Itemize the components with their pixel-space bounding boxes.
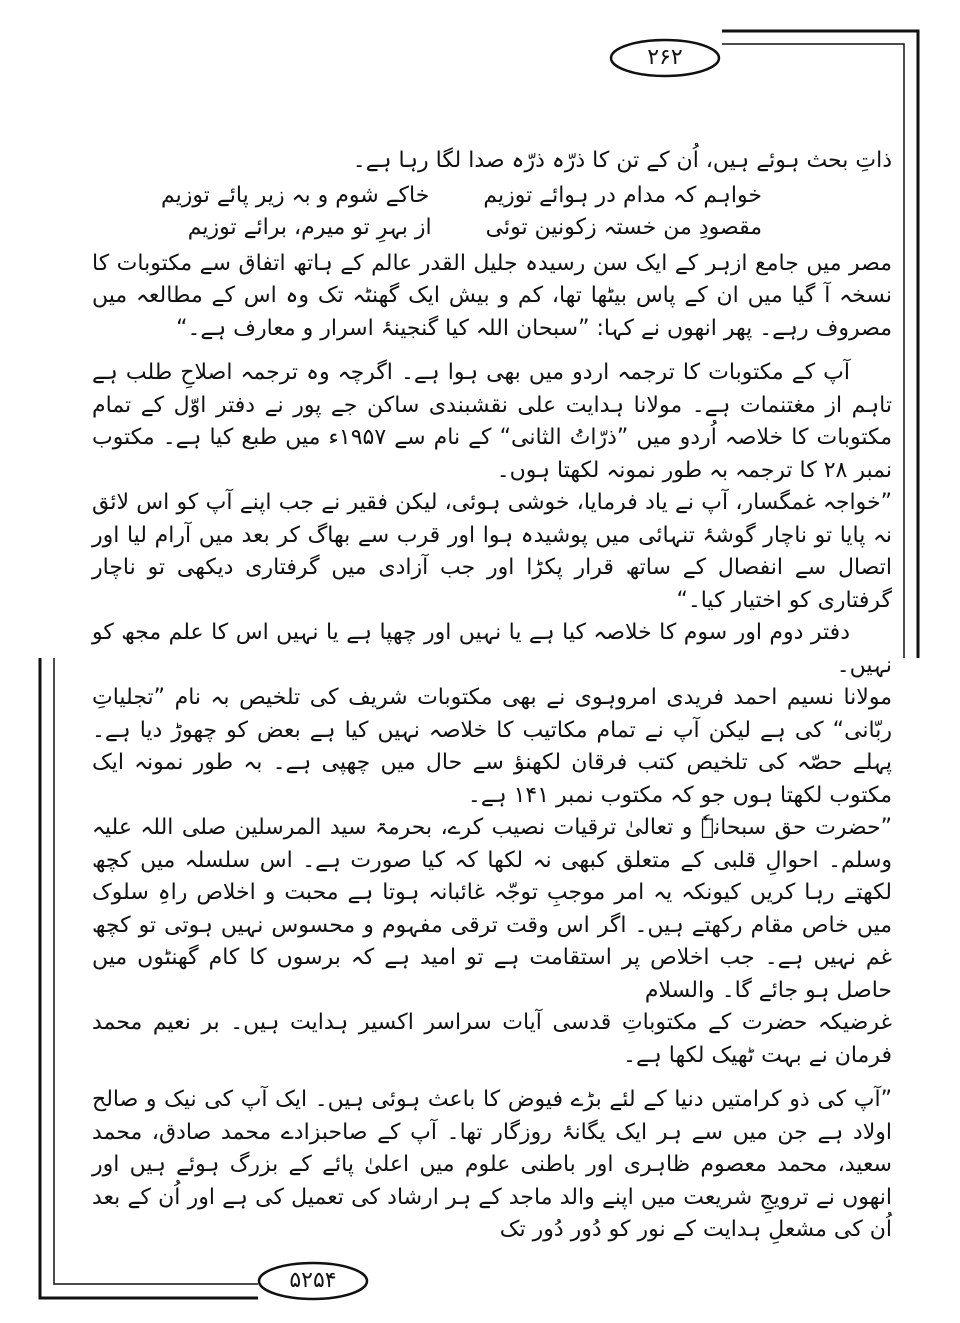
persian-poem <box>92 180 892 244</box>
paragraph-summary: غرضیکہ حضرت کے مکتوباتِ قدسی آیات سراسر اکسیر ہدایت ہیں۔ بر نعیم محمد فرمان نے بہت ٹھیک لکھا ہے۔ <box>92 1010 892 1068</box>
paragraph-translation: آپ کے مکتوبات کا ترجمہ اردو میں بھی ہوا ہے۔ اگرچہ وہ ترجمہ اصلاحِ طلب ہے تاہم از مغتنمات ہے۔ مولانا ہدایت علی نقشبندی ساکن جے پور نے دفتر اوّل کے تمام مکتوبات کا خلاصہ اُردو میں ”ذرّاتُ الثانی“ کے نام سے ۱۹۵۷ء میں طبع کیا ہے۔ مکتوب نمبر ۲۸ کا ترجمہ بہ طور نمونہ لکھتا ہوں۔ <box>92 360 892 483</box>
paragraph-tajalliyat: مولانا نسیم احمد فریدی امروہوی نے بھی مکتوبات شریف کی تلخیص بہ نام ”تجلیاتِ ربّانی“ کی ہے لیکن آپ نے تمام مکاتیب کا خلاصہ نہیں کیا ہے بعض کو چھوڑ دیا ہے۔ پہلے حصّہ کی تلخیص کتب فرقان لکھنؤ سے حال میں چھپی ہے۔ بہ طور نمونہ ایک مکتوب لکھتا ہوں جو کہ مکتوب نمبر ۱۴۱ ہے۔ <box>92 685 892 808</box>
bottom-page-number: ۵۲۵۴ <box>289 1268 337 1293</box>
page-text <box>92 145 892 1247</box>
top-page-number: ۲۶۲ <box>647 45 683 70</box>
poem-hemistich: خواہم کہ مدام در ہوائے توزیم <box>483 182 762 208</box>
paragraph-letter-141: ”حضرت حق سبحانہٗ و تعالیٰ ترقیات نصیب کرے، بحرمۃ سید المرسلین صلی اللہ علیہ وسلم۔ احوالِ قلبی کے متعلق کبھی نہ لکھا کہ کیا صورت ہے۔ اس سلسلہ میں کچھ لکھتے رہا کریں کیونکہ یہ امر موجبِ توجّہ غائبانہ ہوتا ہے محبت و اخلاص راہِ سلوک میں خاص مقام رکھتے ہیں۔ اگر اس وقت ترقی مفہوم و محسوس نہیں ہوتی تو کچھ غم نہیں ہے۔ جب اخلاص پر استقامت ہے تو امید ہے کہ برسوں کا کام گھنٹوں میں حاصل ہو جائے گا۔ والسلام <box>92 815 892 1003</box>
poem-hemistich: مقصودِ من خستہ زکونین توئی <box>485 214 762 240</box>
intro-line: ذاتِ بحث ہوئے ہیں، اُن کے تن کا ذرّہ ذرّہ صدا لگا رہا ہے۔ <box>352 148 892 173</box>
paragraph-letter-28: ”خواجہ غمگسار، آپ نے یاد فرمایا، خوشی ہوئی، لیکن فقیر نے جب اپنے آپ کو اس لائق نہ پایا تو ناچار گوشۂ تنہائی میں پوشیدہ ہوا اور قرب سے بھاگ کر بعد میں آرام لیا اور اتصال سے انفصال کے ساتھ قرار پکڑا اور جب آزادی میں گرفتاری دیکھی تو ناچار گرفتاری کو اختیار کیا۔“ <box>92 490 892 613</box>
poem-couplet-2 <box>92 212 892 244</box>
paragraph-azhar: مصر میں جامع ازہر کے ایک سن رسیدہ جلیل القدر عالم کے ہاتھ اتفاق سے مکتوبات کا نسخہ آ گیا میں ان کے پاس بیٹھا تھا، کم و بیش ایک گھنٹہ تک وہ اس کے مطالعہ میں مصروف رہے۔ پھر انھوں نے کہا: ”سبحان اللہ کیا گنجینۂ اسرار و معارف ہے۔“ <box>92 250 892 341</box>
poem-hemistich: از بہرِ تو میرم، برائے توزیم <box>187 214 432 240</box>
paragraph-daftar: دفتر دوم اور سوم کا خلاصہ کیا ہے یا نہیں اور چھپا ہے یا نہیں اس کا علم مجھ کو نہیں۔ <box>92 620 892 678</box>
poem-couplet-1 <box>92 180 892 212</box>
paragraph-progeny: ”آپ کی ذو کرامتیں دنیا کے لئے بڑے فیوض کا باعث ہوئی ہیں۔ ایک آپ کی نیک و صالح اولاد ہے جن میں سے ہر ایک یگانۂ روزگار تھا۔ آپ کے صاحبزادے محمد صادق، محمد سعید، محمد معصوم ظاہری اور باطنی علوم میں اعلیٰ پائے کے بزرگ ہوئے ہیں اور انھوں نے ترویجِ شریعت میں اپنے والد ماجد کے ہر ارشاد کی تعمیل کی ہے اور اُن کے بعد اُن کی مشعلِ ہدایت کے نور کو دُور دُور تک <box>92 1087 892 1242</box>
poem-hemistich: خاکے شوم و بہ زیر پائے توزیم <box>161 182 430 208</box>
